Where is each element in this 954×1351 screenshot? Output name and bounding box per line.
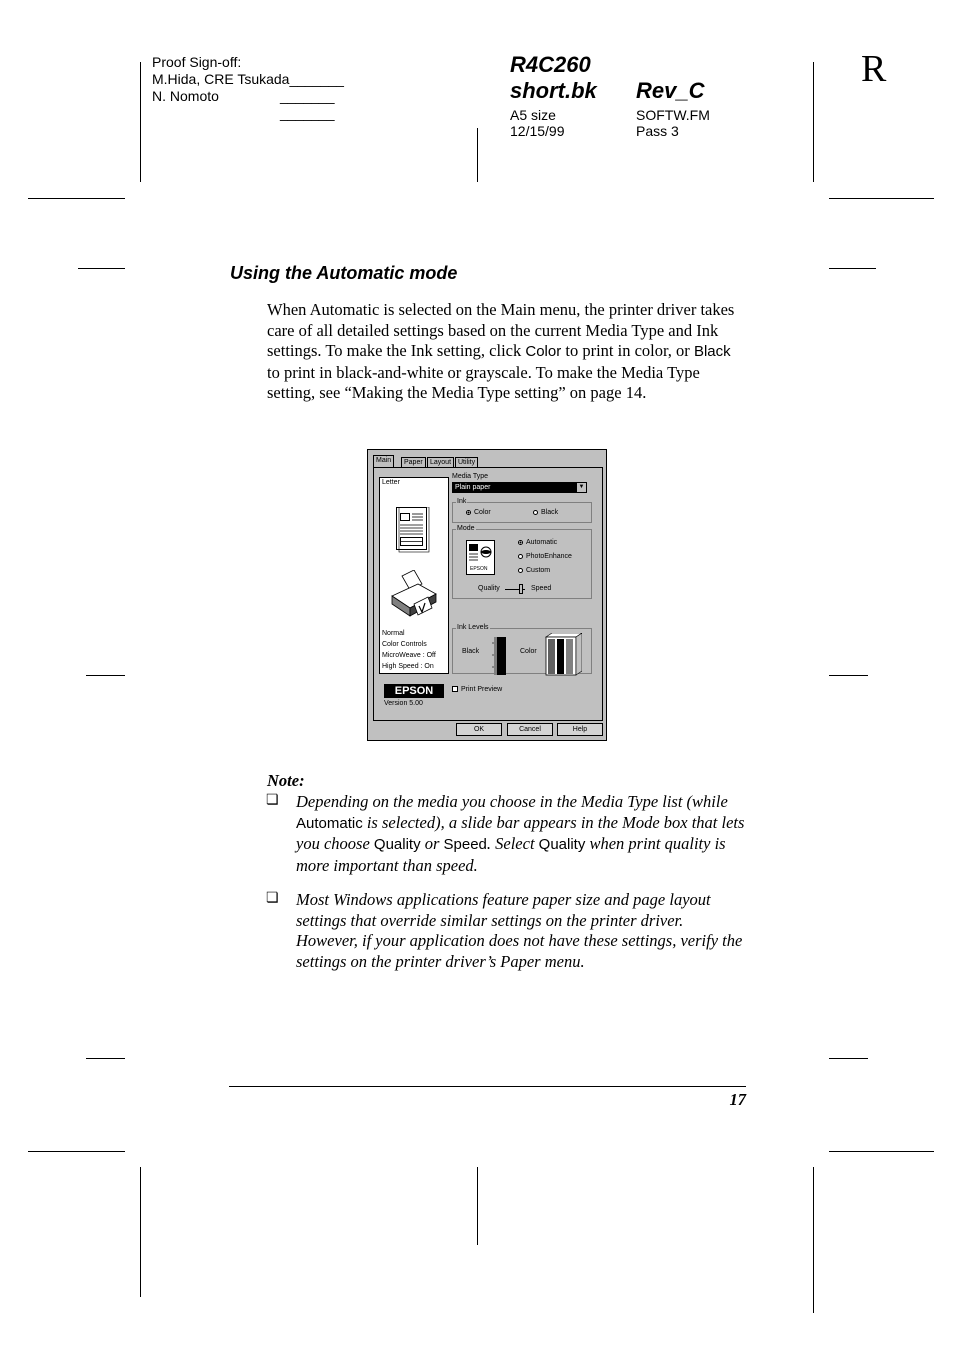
crop-mark (28, 1151, 125, 1152)
note-text: when print quality is more important than speed. (296, 834, 726, 875)
note-text: is selected), a slide bar appears in the Mode box that lets you choose (296, 812, 745, 853)
mode-automatic-label: Automatic (526, 539, 558, 546)
proof-line: M.Hida, CRE Tsukada_______ (152, 71, 344, 87)
ui-term-quality: Quality (373, 836, 421, 853)
section-heading: Using the Automatic mode (230, 263, 458, 283)
proof-blank: _______ (280, 105, 335, 121)
crop-mark (829, 1151, 934, 1152)
radio-selected-icon (466, 510, 471, 515)
ink-color-radio[interactable] (466, 509, 491, 516)
crop-mark (813, 1167, 814, 1313)
speed-label: Speed (531, 585, 552, 592)
ink-levels-label: Ink Levels (457, 624, 489, 631)
print-preview-checkbox[interactable] (452, 686, 502, 693)
ink-color-label: Color (474, 509, 491, 516)
doc-file: short.bk (510, 78, 597, 103)
note-text: Depending on the media you choose in the Media Type list (while (296, 792, 728, 811)
ui-term-speed: Speed (443, 836, 487, 853)
crop-mark (140, 1167, 141, 1297)
setting-line: Normal (382, 630, 405, 637)
color-level-label: Color (520, 648, 537, 655)
tab-paper[interactable]: Paper (401, 457, 426, 468)
fm-file: SOFTW.FM (636, 107, 710, 123)
ink-label: Ink (457, 498, 467, 505)
help-button[interactable]: Help (557, 723, 603, 736)
ui-term-quality: Quality (538, 836, 586, 853)
proof-line: Proof Sign-off: (152, 54, 242, 70)
setting-line: Color Controls (382, 641, 427, 648)
page-size: A5 size (510, 107, 556, 123)
crop-mark (813, 62, 814, 182)
radio-icon (533, 510, 538, 515)
media-type-label: Media Type (452, 473, 489, 480)
print-preview-label: Print Preview (461, 686, 503, 693)
tab-layout[interactable]: Layout (427, 457, 454, 468)
tab-main[interactable]: Main (373, 455, 394, 468)
tab-utility[interactable]: Utility (455, 457, 478, 468)
ui-term-black: Black (693, 343, 731, 360)
ink-black-radio[interactable] (533, 509, 558, 516)
ui-term-color: Color (525, 343, 562, 360)
mode-photo-radio[interactable] (518, 553, 572, 560)
crop-mark (829, 198, 934, 199)
proof-line: N. Nomoto (152, 88, 219, 104)
note-text: . Select (486, 834, 539, 853)
media-type-value: Plain paper (455, 484, 491, 491)
page-number: 17 (729, 1090, 746, 1109)
paragraph-text: When Automatic is selected on the Main menu, the printer driver takes care of all detailed settings based on the current Media Type and Ink settings. To make the Ink setting, click (267, 300, 735, 360)
crop-mark (28, 198, 125, 199)
note-bullet: ❏ (266, 891, 279, 906)
crop-mark (86, 675, 125, 676)
radio-selected-icon (518, 540, 523, 545)
radio-icon (518, 568, 523, 573)
ui-term-automatic: Automatic (296, 814, 363, 832)
footer-rule (229, 1086, 746, 1087)
printer-driver-dialog (367, 449, 607, 741)
crop-mark (829, 268, 876, 269)
black-level-label: Black (462, 648, 480, 655)
crop-mark (829, 675, 868, 676)
mode-custom-label: Custom (526, 567, 551, 574)
note-text: or (420, 834, 444, 853)
printer-icon (388, 570, 440, 620)
quality-slider-thumb[interactable] (519, 584, 523, 594)
note-item: Most Windows applications feature paper size and page layout settings that override similar settings on the printer driver. However, if your application does not have these settings, verify the settings on the printer driver’s Paper menu. (296, 890, 743, 971)
paragraph-text: to print in color, or (561, 341, 694, 360)
body-paragraph (267, 300, 747, 404)
quality-label: Quality (478, 585, 500, 592)
crop-mark (477, 128, 478, 182)
doc-code: R4C260 (510, 52, 591, 77)
proof-blank: _______ (280, 88, 335, 104)
ink-black-label: Black (541, 509, 559, 516)
crop-mark (78, 268, 125, 269)
color-ink-cartridge-icon (544, 633, 582, 677)
epson-logo: EPSON (384, 684, 444, 698)
mode-photo-label: PhotoEnhance (526, 553, 572, 560)
version-label: Version 5.00 (384, 700, 423, 707)
crop-mark (140, 62, 141, 182)
note-item (296, 792, 746, 876)
radio-icon (518, 554, 523, 559)
checkbox-icon (452, 686, 458, 692)
pass-number: Pass 3 (636, 123, 679, 139)
setting-line: High Speed : On (382, 663, 434, 670)
note-bullet: ❏ (266, 793, 279, 808)
crop-mark (829, 1058, 868, 1059)
mode-label: Mode (457, 525, 475, 532)
doc-date: 12/15/99 (510, 123, 565, 139)
corner-letter: R (861, 48, 887, 90)
page-preview-icon (396, 507, 430, 553)
mode-brand-label: EPSON (470, 566, 488, 572)
chevron-down-icon[interactable]: ▼ (576, 483, 586, 492)
ok-button[interactable]: OK (456, 723, 502, 736)
paper-size-label: Letter (382, 479, 400, 486)
black-ink-cartridge-icon (492, 635, 508, 677)
paragraph-text: to print in black-and-white or grayscale. To make the Media Type setting, see “Making the Media Type setting” on page 14. (267, 362, 700, 402)
mode-automatic-radio[interactable] (518, 539, 557, 546)
setting-line: MicroWeave : Off (382, 652, 436, 659)
crop-mark (477, 1167, 478, 1245)
note-label: Note: (267, 771, 305, 790)
cancel-button[interactable]: Cancel (507, 723, 553, 736)
revision: Rev_C (636, 78, 705, 103)
media-type-select[interactable] (452, 482, 587, 493)
mode-custom-radio[interactable] (518, 567, 550, 574)
crop-mark (86, 1058, 125, 1059)
